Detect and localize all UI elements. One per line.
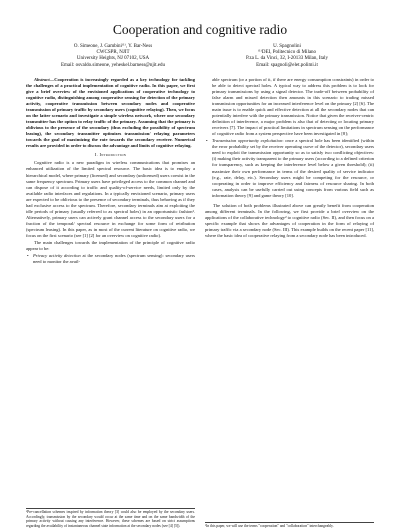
paper-title: Cooperation and cognitive radio bbox=[112, 22, 288, 37]
challenges-list bbox=[205, 138, 374, 198]
footnote: ¹Pre-cancellation schemes inspired by information theory [3] could also be employed by the secondary users. Accordingly, transmission by the secondary would occur at the same time and on the same bandwidth of the primary activity without causing any interference. However, these schemes are based on strict assumptions regarding the availability of instantaneous channel state information at the secondary nodes (see [4] [5]). bbox=[26, 510, 195, 529]
list-item bbox=[33, 253, 195, 265]
abstract bbox=[26, 77, 195, 150]
footnote: ²In this paper, we will use the terms "cooperation" and "collaboration" interchangeably. bbox=[205, 522, 374, 529]
author-block-right bbox=[200, 44, 374, 69]
author-affiliation: CWCSPR, NJIT bbox=[96, 50, 130, 56]
author-affiliation: ⁽¹⁾DEI, Politecnico di Milano bbox=[257, 50, 317, 56]
two-column-body bbox=[26, 77, 374, 529]
abstract-lead: Abstract bbox=[34, 76, 50, 82]
continued-paragraph: able spectrum (or a portion of it, if there are energy consumption constraints) in order to be able to detect spectral holes. A typical way to address this problem is to look for primary transmissions by using a signal detector. The trade-off between probability of false alarm and missed detection then amounts in this scenario to trading missed transmission opportunities for an increased interference level on the primary [2] [6]. The main issue is to enable quick and effective detection at all the secondary nodes that can potentially interfere with the primary transmission. Notice that given the receiver-centric definition of interference, a major problem is also that of detecting or locating primary receivers [7]. The impact of practical limitations in spectrum sensing on the performance of cognitive radio from a system perspective have been investigated in [8]; bbox=[212, 76, 374, 137]
author-names: U. Spagnolini bbox=[273, 44, 301, 49]
author-list bbox=[26, 44, 374, 69]
body-paragraph: The solution of both problems illustrated above can greatly benefit from cooperation among different terminals. In the following, we first provide a brief overview on the applications of the collaborative technology² to cognitive radio (Sec. II), and then focus on a specific example that shows the advantages of cooperation in the form of relaying of primary traffic via a secondary node (Sec. III). This example builds on the recent paper [11], where the basic idea of cooperative relaying from a secondary node has been introduced. bbox=[205, 202, 374, 238]
list-item-text: at the secondary nodes (spectrum sensing): secondary users need to monitor the avail- bbox=[33, 253, 195, 265]
intro-paragraph: Cognitive radio is a new paradigm in wireless communications that promises an enhanced utilization of the limited spectral resource. The basic idea is to employ a hierarchical model, where primary (licensed) and secondary (unlicensed) users coexist in the same frequency spectrum. Primary users have privileged access to the common channel and can dispose of it according to traffic and quality-of-service needs, limited only by the available radio interfaces and regulations. In a typically envisioned scenario, primary users are expected to be oblivious to the presence of secondary terminals, thus behaving as if they had exclusive access to the spectrum. Therefore, secondary terminals aim at exploiting the idle periods of primary (usually referred to as spectral holes) in an opportunistic fashion¹. Alternatively, primary users can actively grant channel access to the secondary users for a fraction of the temporal/ spectral resource in exchange for some form of retribution (spectrum leasing). In this paper, as in most of the current literature on cognitive radio, we focus on the first scenario (see [1] [2] for an overview on cognitive radio). bbox=[26, 160, 195, 238]
list-item bbox=[212, 138, 374, 198]
author-address: University Heights, NJ 07102, USA bbox=[76, 56, 150, 62]
right-column bbox=[205, 77, 374, 529]
left-column bbox=[26, 77, 195, 529]
author-email: Email: osvaldo.simeone, yeheskel.barness@njit.edu bbox=[60, 62, 166, 68]
intro-paragraph: The main challenges towards the implementation of the principle of cognitive radio appear to be: bbox=[26, 240, 195, 252]
author-address: P.za L. da Vinci, 32, I-20133 Milan, Italy bbox=[245, 56, 329, 62]
challenges-list bbox=[26, 253, 195, 265]
author-names: O. Simeone, J. Gambini⁽¹⁾, Y. Bar-Ness bbox=[73, 44, 153, 49]
author-block-left bbox=[26, 44, 200, 69]
section-heading-introduction: I. Introduction bbox=[94, 152, 127, 158]
author-email: Email: spagnoli@elet.polimi.it bbox=[256, 62, 318, 68]
list-item-lead: Transmission opportunity exploitation bbox=[212, 138, 283, 144]
list-item-text: : once a spectral hole has been identified (within the error probability set by the receiver operating curve of the detector), secondary users need to exploit the transmission opportunity so as to satisfy two conflicting objectives: (i) making their activity transparent to the primary users (according to a defined criterion for transparency, such as keeping the interference level below a given threshold); (ii) maximize their own performance in terms of the desired quality of service indicator (e.g., rate, delay, etc.). Secondary users might be competing for the resource, or cooperating in order to improve efficiency and fairness of resource sharing. In both cases, analysis can be usefully carried out using concepts from various field such as information theory [9] and game theory [10]. bbox=[212, 138, 374, 198]
abstract-text: —Cooperation is increasingly regarded as a key technology for tackling the challenges of a practical implementation of cognitive radio. In this paper, we first give a brief overview of the envisioned applications of cooperative technology to cognitive radio, distinguishing among cooperative sensing for detection of the primary activity, cooperative transmission between secondary nodes and cooperative transmission of primary traffic by secondary users (cognitive relaying). Then, we focus on the latter scenario and investigate a simple wireless network, where one secondary transmitter has the option to relay traffic of the primary. Assuming that the primary is oblivious to the presence of the secondary (thus excluding the possibility of spectrum leasing), the secondary transmitter optimizes transmission/ relaying parameters towards the goal of maximizing the rate towards the secondary receiver. Numerical results are provided in order to discuss the advantage and limits of cognitive relaying. bbox=[26, 76, 195, 149]
list-item-lead: Privacy activity detection bbox=[33, 253, 81, 259]
